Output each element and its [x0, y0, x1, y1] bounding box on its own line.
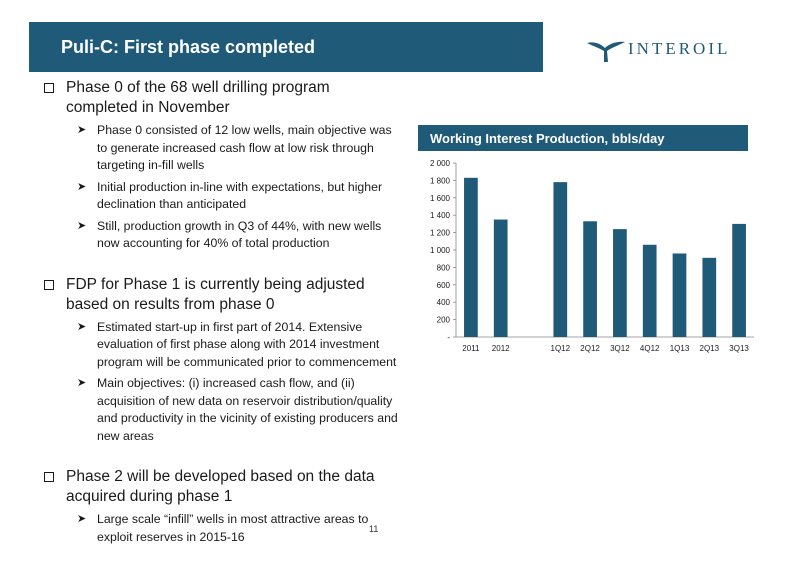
sub-bullet-item	[44, 511, 404, 546]
bullet-item	[44, 275, 404, 315]
title-bar	[29, 22, 543, 72]
bar	[553, 182, 567, 337]
logo-text: INTEROIL	[628, 39, 731, 58]
arrow-bullet-icon: ➤	[77, 320, 87, 333]
bullet-item	[44, 467, 404, 507]
bullet-list	[44, 78, 404, 565]
x-tick-label: 1Q13	[669, 344, 690, 353]
arrow-bullet-icon: ➤	[77, 377, 87, 389]
x-tick-label: 1Q12	[550, 344, 571, 353]
arrow-bullet-icon: ➤	[77, 124, 87, 136]
bullet-group	[44, 275, 404, 446]
y-tick-label: 800	[436, 263, 450, 273]
y-tick-label: 2 000	[429, 159, 450, 168]
checkbox-bullet-icon	[44, 83, 54, 93]
sub-bullet-text: Still, production growth in Q3 of 44%, with new wells now accounting for 40% of total production	[97, 218, 382, 250]
bar	[702, 258, 716, 337]
x-tick-label: 2Q13	[699, 344, 720, 353]
y-tick-label: 1 000	[429, 246, 450, 255]
y-tick-label: 1 400	[429, 211, 450, 221]
bullet-text: FDP for Phase 1 is currently being adjusted based on results from phase 0	[66, 275, 365, 313]
x-tick-label: 3Q13	[729, 344, 749, 353]
y-tick-label: 1 200	[429, 228, 450, 238]
slide-title: Puli-C: First phase completed	[61, 36, 316, 57]
page-number: 11	[369, 524, 379, 534]
sub-bullet-item	[44, 375, 404, 445]
y-tick-label: 400	[436, 298, 450, 308]
bar	[494, 220, 508, 337]
x-tick-label: 2011	[462, 344, 480, 353]
checkbox-bullet-icon	[44, 472, 54, 482]
sub-bullet-text: Estimated start-up in first part of 2014. Extensive evaluation of first phase along with 2014 investment program will be communicated prior to commencement	[97, 319, 397, 369]
x-tick-label: 2Q12	[580, 344, 600, 353]
bullet-group	[44, 467, 404, 546]
y-tick-label: 600	[436, 280, 450, 290]
bullet-text: Phase 0 of the 68 well drilling program completed in November	[66, 79, 330, 116]
y-tick-label: 1 800	[429, 176, 450, 186]
arrow-bullet-icon: ➤	[77, 219, 87, 232]
bar	[643, 245, 657, 337]
chart-title: Working Interest Production, bbls/day	[430, 130, 665, 146]
y-tick-label: 1 600	[429, 193, 450, 203]
bar	[732, 224, 746, 337]
x-tick-label: 2012	[491, 344, 510, 353]
y-tick-label: 200	[436, 315, 450, 325]
bar	[583, 221, 597, 337]
whale-tail-icon	[585, 36, 627, 64]
arrow-bullet-icon: ➤	[77, 180, 87, 193]
sub-bullet-item	[44, 319, 404, 372]
x-tick-label: 4Q12	[639, 344, 660, 353]
bullet-item	[44, 78, 404, 118]
sub-bullet-text: Main objectives: (i) increased cash flow, and (ii) acquisition of new data on reservoir distribution/quality and productivity in the vicinity of existing producers and new areas	[97, 376, 398, 443]
bullet-group	[44, 78, 404, 253]
interoil-logo	[585, 36, 745, 64]
sub-bullet-text: Large scale “infill” wells in most attractive areas to exploit reserves in 2015-16	[97, 512, 369, 544]
bullet-text: Phase 2 will be developed based on the data acquired during phase 1	[66, 468, 375, 505]
chart-title-bar	[418, 125, 748, 151]
production-bar-chart	[416, 155, 760, 360]
arrow-bullet-icon: ➤	[77, 513, 87, 525]
x-tick-label: 3Q12	[610, 344, 630, 353]
checkbox-bullet-icon	[44, 280, 54, 290]
bar	[464, 178, 478, 337]
sub-bullet-item	[44, 218, 404, 253]
sub-bullet-item	[44, 179, 404, 214]
sub-bullet-text: Phase 0 consisted of 12 low wells, main objective was to generate increased cash flow at low risk through targeting in-fill wells	[97, 123, 392, 172]
bar	[673, 253, 687, 337]
sub-bullet-text: Initial production in-line with expectations, but higher declination than anticipated	[97, 179, 383, 211]
bar	[613, 229, 627, 337]
y-tick-label: -	[447, 333, 450, 342]
sub-bullet-item	[44, 122, 404, 175]
